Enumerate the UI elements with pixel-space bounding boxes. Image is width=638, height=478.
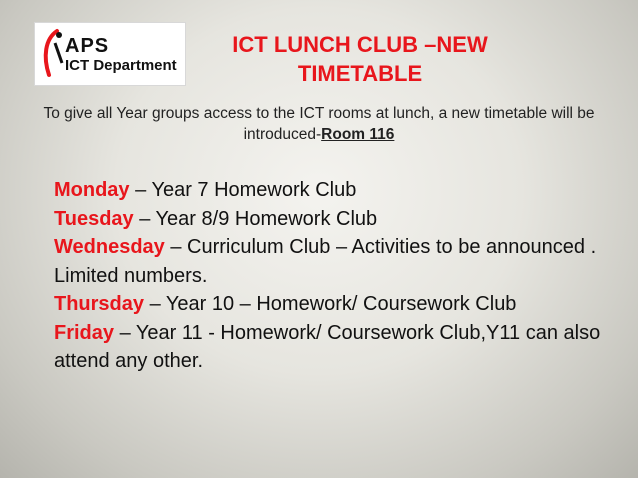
logo-swoosh-icon <box>35 23 185 85</box>
logo-abbreviation: APS <box>65 35 110 57</box>
day-detail: – Year 10 – Homework/ Coursework Club <box>144 293 517 315</box>
aps-ict-logo <box>34 22 186 86</box>
page-title <box>190 30 530 88</box>
day-label: Monday <box>54 179 130 201</box>
schedule-item-wednesday <box>54 233 614 290</box>
schedule-item-thursday <box>54 290 614 319</box>
day-detail: – Year 11 - Homework/ Coursework Club,Y11 can also attend any other. <box>54 321 601 372</box>
day-detail: – Year 8/9 Homework Club <box>133 207 378 230</box>
day-label: Thursday <box>54 293 145 315</box>
intro-paragraph <box>40 103 598 145</box>
title-line-2: TIMETABLE <box>297 61 423 86</box>
intro-text: To give all Year groups access to the ICT rooms at lunch, a new timetable will be introduced- <box>43 105 595 143</box>
day-detail: – Year 7 Homework Club <box>129 179 357 201</box>
room-number: Room 116 <box>321 126 395 143</box>
day-label: Tuesday <box>54 207 134 230</box>
logo-department: ICT Department <box>65 57 177 74</box>
title-line-1: ICT LUNCH CLUB –NEW <box>232 32 488 57</box>
schedule-item-tuesday <box>54 205 614 234</box>
schedule-item-friday <box>54 319 614 376</box>
schedule-item-monday <box>54 176 614 205</box>
day-label: Friday <box>54 321 115 344</box>
schedule-list <box>54 176 614 376</box>
day-label: Wednesday <box>54 236 165 258</box>
day-detail: – Curriculum Club – Activities to be announced . Limited numbers. <box>54 236 597 287</box>
